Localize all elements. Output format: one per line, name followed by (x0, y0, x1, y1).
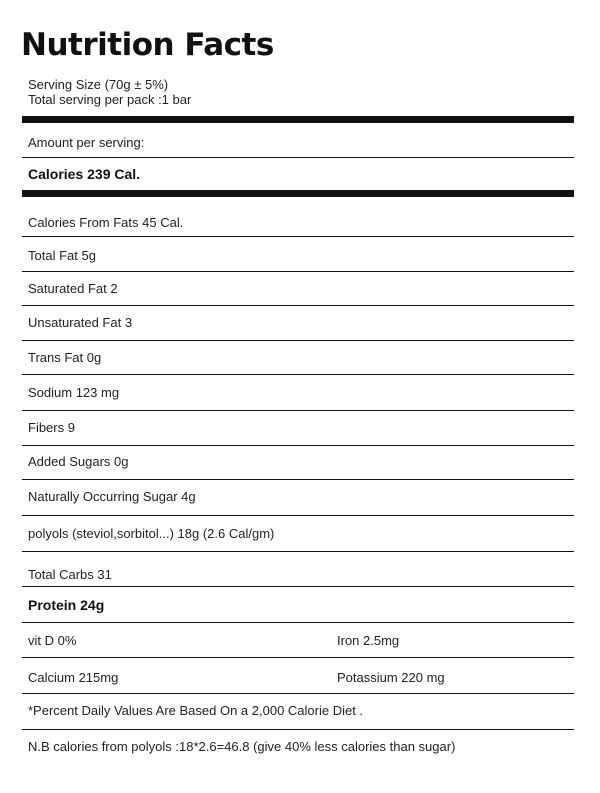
servings-per-pack: Total serving per pack :1 bar (28, 92, 192, 107)
polyols-footnote: N.B calories from polyols :18*2.6=46.8 (give 40% less calories than sugar) (28, 738, 456, 754)
divider (22, 657, 574, 658)
trans-fat-row: Trans Fat 0g (28, 349, 102, 365)
label-title: Nutrition Facts (21, 27, 274, 63)
protein-row: Protein 24g (28, 597, 105, 613)
sodium-row: Sodium 123 mg (28, 384, 120, 400)
divider (22, 729, 574, 730)
calories-from-fats-row: Calories From Fats 45 Cal. (28, 214, 184, 230)
vit-d-value: vit D 0% (28, 632, 77, 648)
calcium-value: Calcium 215mg (28, 669, 119, 685)
total-carbs-row: Total Carbs 31 (28, 566, 112, 582)
thick-divider (22, 190, 574, 197)
vitamin-iron-row (22, 624, 574, 656)
divider (22, 236, 574, 237)
polyols-row: polyols (steviol,sorbitol...) 18g (2.6 Cal/gm) (28, 525, 275, 541)
divider (22, 551, 574, 552)
natural-sugar-row: Naturally Occurring Sugar 4g (28, 489, 196, 504)
serving-info (28, 77, 191, 107)
fibers-row: Fibers 9 (28, 419, 75, 435)
total-fat-row: Total Fat 5g (28, 247, 96, 263)
iron-value: Iron 2.5mg (337, 632, 400, 648)
potassium-value: Potassium 220 mg (337, 669, 445, 685)
daily-values-footnote: *Percent Daily Values Are Based On a 2,000 Calorie Diet . (28, 702, 364, 718)
calcium-potassium-row (22, 660, 574, 694)
saturated-fat-row: Saturated Fat 2 (28, 280, 118, 296)
calories-row: Calories 239 Cal. (28, 166, 141, 182)
added-sugars-row: Added Sugars 0g (28, 453, 129, 469)
divider (22, 622, 574, 623)
unsaturated-fat-row: Unsaturated Fat 3 (28, 314, 133, 330)
serving-size: Serving Size (70g ± 5%) (28, 77, 169, 92)
divider (22, 157, 574, 158)
thick-divider (22, 116, 574, 123)
amount-per-serving: Amount per serving: (28, 134, 145, 150)
divider (22, 586, 574, 587)
